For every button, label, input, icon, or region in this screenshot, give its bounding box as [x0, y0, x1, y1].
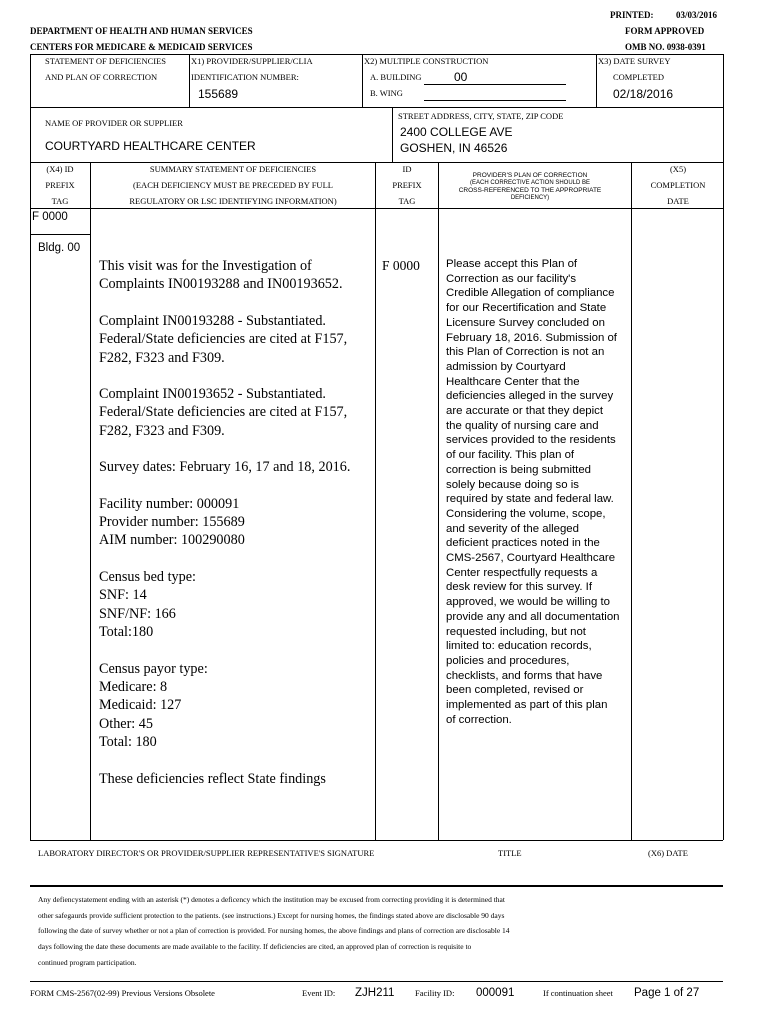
rule: [30, 162, 723, 163]
summary-header-3: REGULATORY OR LSC IDENTIFYING INFORMATION): [129, 196, 337, 206]
rule: [375, 162, 376, 840]
rule: [30, 54, 31, 162]
centers-title: CENTERS FOR MEDICARE & MEDICAID SERVICES: [30, 42, 253, 52]
footnote-line: Any defiencystatement ending with an asterisk (*) denotes a deficency which the institution may be excused from correcting providing it is determined that: [38, 895, 505, 904]
rule: [30, 208, 723, 209]
signature-title: TITLE: [498, 848, 522, 858]
x5-header-2: COMPLETION: [650, 180, 706, 190]
provider-id-label-1: X1) PROVIDER/SUPPLIER/CLIA: [191, 56, 313, 66]
building-value: 00: [454, 70, 468, 84]
plan-header-3: CROSS-REFERENCED TO THE APPROPRIATE: [458, 187, 602, 194]
rule: [30, 885, 723, 887]
rule: [30, 54, 723, 55]
summary-paragraph: Facility number: 000091 Provider number: 155689 AIM number: 100290080: [99, 495, 245, 549]
tag-left: F 0000: [32, 211, 68, 223]
form-approved: FORM APPROVED: [625, 26, 705, 36]
summary-paragraph: Complaint IN00193288 - Substantiated. Federal/State deficiencies are cited at F157, F282, F323 and F309.: [99, 312, 348, 366]
building-underline: [424, 84, 566, 85]
continuation-label: If continuation sheet: [543, 988, 613, 998]
building-label: A. BUILDING: [370, 72, 422, 82]
rule: [90, 162, 91, 840]
x5-header-1: (X5): [669, 164, 687, 174]
summary-header-1: SUMMARY STATEMENT OF DEFICIENCIES: [149, 164, 317, 174]
x5-header-3: DATE: [667, 196, 689, 206]
x4-header-2: PREFIX: [45, 180, 75, 190]
rule: [362, 54, 363, 107]
summary-paragraph: This visit was for the Investigation of Complaints IN00193288 and IN00193652.: [99, 258, 343, 293]
footnote-line: following the date of survey whether or not a plan of correction is provided. For nursing homes, the above findings and plans of correction are disclosable 14: [38, 926, 510, 935]
footnote-line: days following the date these documents are made available to the facility. If deficiencies are cited, an approved plan of correction is requisite to: [38, 942, 472, 951]
rule: [392, 107, 393, 162]
rule: [30, 840, 723, 841]
plan-header-2: (EACH CORRECTIVE ACTION SHOULD BE: [469, 180, 591, 186]
date-survey-value: 02/18/2016: [613, 87, 674, 101]
provider-name-label: NAME OF PROVIDER OR SUPPLIER: [45, 118, 183, 128]
department-title: DEPARTMENT OF HEALTH AND HUMAN SERVICES: [30, 26, 253, 36]
id-header-1: ID: [402, 164, 412, 174]
summary-paragraph: Survey dates: February 16, 17 and 18, 2016.: [99, 459, 351, 476]
date-survey-label-2: COMPLETED: [613, 72, 664, 82]
wing-label: B. WING: [370, 88, 403, 98]
id-header-2: PREFIX: [392, 180, 422, 190]
plan-of-correction: Please accept this Plan of Correction as our facility's Credible Allegation of compliance for our Recertification and State Licensure Survey concluded on February 18, 2016. Submission of this Plan of Correction is not an admission by Courtyard Healthcare Center that the deficiencies alleged in the survey are accurate or that they depict the quality of nursing care and services provided to the residents of our facility. This plan of correction is being submitted solely because doing so is required by state and federal law. Considering the volume, scope, and severity of the alleged deficient practices noted in the CMS-2567, Courtyard Healthcare Center respectfully requests a desk review for this survey. If approved, we would be willing to provide any and all documentation requested including, but not limited to: education records, policies and procedures, checklists, and forms that have been completed, revised or implemented as part of this plan of correction.: [446, 258, 620, 726]
form-number: FORM CMS-2567(02-99) Previous Versions Obsolete: [30, 988, 215, 998]
plan-header-1: PROVIDER'S PLAN OF CORRECTION: [472, 172, 588, 179]
provider-number: 155689: [198, 87, 239, 101]
rule: [631, 162, 632, 840]
rule: [723, 54, 724, 162]
rule: [189, 54, 190, 107]
summary-paragraph: Census bed type: SNF: 14 SNF/NF: 166 Total:180: [99, 568, 196, 641]
printed-label: PRINTED:: [610, 10, 654, 20]
signature-label: LABORATORY DIRECTOR'S OR PROVIDER/SUPPLIER REPRESENTATIVE'S SIGNATURE: [38, 848, 375, 858]
facility-id-value: 000091: [476, 987, 515, 999]
statement-label-1: STATEMENT OF DEFICIENCIES: [45, 56, 167, 66]
address-line-1: 2400 COLLEGE AVE: [400, 125, 513, 139]
x4-header-1: (X4) ID: [46, 164, 74, 174]
date-survey-label-1: X3) DATE SURVEY: [598, 56, 671, 66]
building-tag: Bldg. 00: [38, 242, 81, 254]
wing-underline: [424, 100, 566, 101]
rule: [438, 162, 439, 840]
address-line-2: GOSHEN, IN 46526: [400, 141, 508, 155]
provider-name: COURTYARD HEALTHCARE CENTER: [45, 139, 256, 153]
footnote-line: other safegaurds provide sufficient protection to the patients. (see instructions.) Except for nursing homes, the findings stated above are disclosable 90 days: [38, 911, 505, 920]
summary-paragraph: Census payor type: Medicare: 8 Medicaid: 127 Other: 45 Total: 180: [99, 660, 208, 751]
multiple-construction-label: X2) MULTIPLE CONSTRUCTION: [364, 56, 489, 66]
plan-header-4: DEFICIENCY): [510, 195, 550, 201]
signature-date: (X6) DATE: [648, 848, 688, 858]
summary-statement: [99, 257, 371, 806]
printed-date: 03/03/2016: [676, 10, 718, 20]
rule: [30, 981, 723, 982]
rule: [30, 162, 31, 840]
footnote-line: continued program participation.: [38, 958, 137, 967]
statement-label-2: AND PLAN OF CORRECTION: [45, 72, 158, 82]
page-number: Page 1 of 27: [634, 987, 700, 999]
id-header-3: TAG: [398, 196, 416, 206]
rule: [723, 162, 724, 840]
address-label: STREET ADDRESS, CITY, STATE, ZIP CODE: [398, 111, 564, 121]
rule: [30, 107, 723, 108]
event-id-value: ZJH211: [355, 987, 395, 999]
tag-right: F 0000: [382, 258, 420, 273]
summary-header-2: (EACH DEFICIENCY MUST BE PRECEDED BY FULL: [133, 180, 333, 190]
provider-id-label-2: IDENTIFICATION NUMBER:: [191, 72, 299, 82]
facility-id-label: Facility ID:: [415, 988, 455, 998]
rule: [30, 234, 90, 235]
summary-paragraph: These deficiencies reflect State findings: [99, 770, 326, 787]
omb-number: OMB NO. 0938-0391: [625, 42, 706, 52]
rule: [596, 54, 597, 107]
summary-paragraph: Complaint IN00193652 - Substantiated. Federal/State deficiencies are cited at F157, F282, F323 and F309.: [99, 386, 348, 439]
event-id-label: Event ID:: [302, 988, 336, 998]
x4-header-3: TAG: [51, 196, 69, 206]
